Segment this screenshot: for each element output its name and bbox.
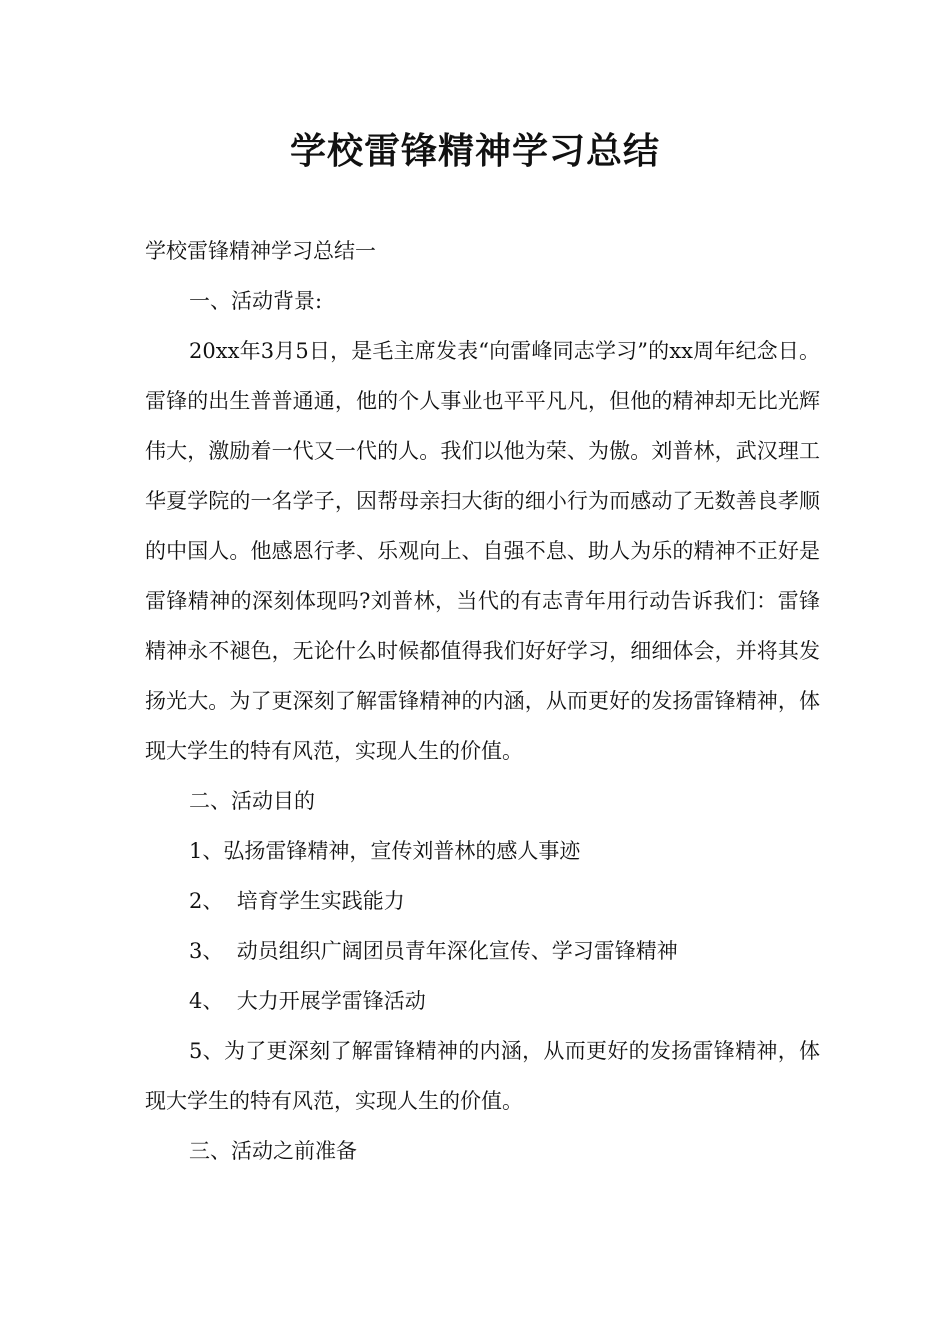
section-heading-background: 一、活动背景: xyxy=(189,289,323,313)
goal-item-5: 5、为了更深刻了解雷锋精神的内涵，从而更好的发扬雷锋精神，体现大学生的特有风范，实现人生的价值。 xyxy=(145,1039,820,1113)
goal-item-4: 4、 大力开展学雷锋活动 xyxy=(189,989,426,1013)
document-title: 学校雷锋精神学习总结 xyxy=(289,131,660,172)
goal-item-2: 2、 培育学生实践能力 xyxy=(189,889,405,913)
section-heading-goals: 二、活动目的 xyxy=(189,789,315,813)
goal-item-1: 1、弘扬雷锋精神，宣传刘普林的感人事迹 xyxy=(189,839,581,863)
section-heading-preparation: 三、活动之前准备 xyxy=(189,1139,357,1163)
document-subtitle: 学校雷锋精神学习总结一 xyxy=(145,239,376,263)
goal-item-3: 3、 动员组织广阔团员青年深化宣传、学习雷锋精神 xyxy=(189,939,678,963)
document-body xyxy=(145,226,820,1176)
background-paragraph: 20xx年3月5日，是毛主席发表“向雷峰同志学习”的xx周年纪念日。雷锋的出生普普通通，他的个人事业也平平凡凡，但他的精神却无比光辉伟大，激励着一代又一代的人。我们以他为荣、为傲。刘普林，武汉理工华夏学院的一名学子，因帮母亲扫大街的细小行为而感动了无数善良孝顺的中国人。他感恩行孝、乐观向上、自强不息、助人为乐的精神不正好是雷锋精神的深刻体现吗?刘普林，当代的有志青年用行动告诉我们：雷锋精神永不褪色，无论什么时候都值得我们好好学习，细细体会，并将其发扬光大。为了更深刻了解雷锋精神的内涵，从而更好的发扬雷锋精神，体现大学生的特有风范，实现人生的价值。 xyxy=(145,339,820,763)
